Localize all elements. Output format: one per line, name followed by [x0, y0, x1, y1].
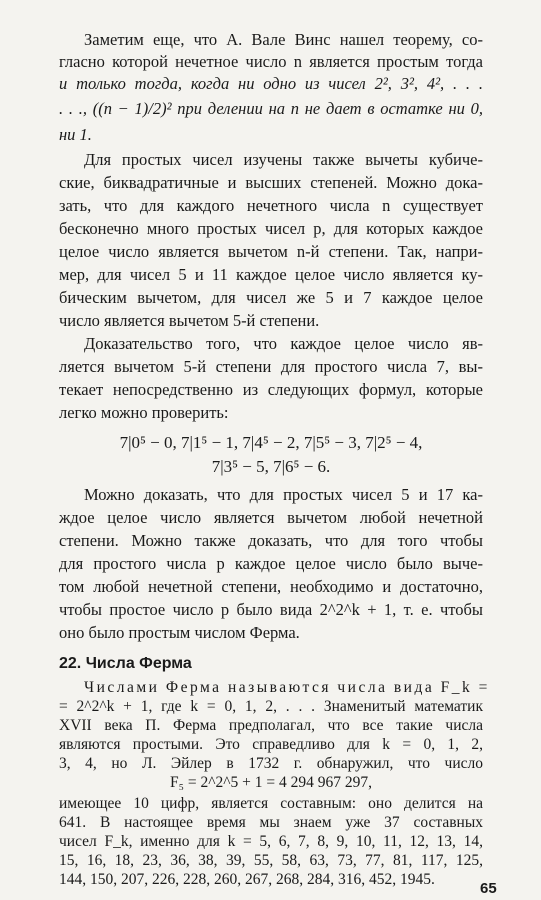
- text-line: мер, для чисел 5 и 11 каждое целое число является ку-: [59, 265, 483, 284]
- text-line: 15, 16, 18, 23, 36, 38, 39, 55, 58, 63, 73, 77, 81, 117, 125,: [59, 852, 483, 869]
- text-line: имеющее 10 цифр, является составным: оно делится на: [59, 795, 483, 812]
- text-line: Можно доказать, что для простых чисел 5 и 17 ка-: [84, 485, 483, 504]
- text-line: ни 1.: [59, 125, 92, 144]
- page-number: 65: [480, 880, 497, 897]
- text-line: целое число является вычетом n-й степени. Так, напри-: [59, 242, 483, 261]
- text-line: гласно которой нечетное число n является простым тогда: [59, 52, 483, 71]
- text-line: Доказательство того, что каждое целое число яв-: [84, 334, 483, 353]
- text-line: 3, 4, но Л. Эйлер в 1732 г. обнаружил, что число: [59, 755, 483, 772]
- text-line: ждое целое число является вычетом любой нечетной: [59, 508, 483, 527]
- text-line: являются простыми. Это справедливо для k = 0, 1, 2,: [59, 736, 483, 753]
- text-line: чисел F_k, именно для k = 5, 6, 7, 8, 9, 10, 11, 12, 13, 14,: [59, 833, 483, 850]
- text-line: Для простых чисел изучены также вычеты кубиче-: [84, 150, 483, 169]
- text-line: бесконечно много простых чисел p, для которых каждое: [59, 219, 483, 238]
- text-line: оно было простым числом Ферма.: [59, 623, 300, 642]
- formula-line: 7|3⁵ − 5, 7|6⁵ − 6.: [211, 457, 331, 476]
- text-line: текает непосредственно из следующих формул, которые: [59, 380, 483, 399]
- text-line: чтобы простое число p было вида 2^2^k + 1, т. е. чтобы: [59, 600, 483, 619]
- text-line: 641. В настоящее время мы знаем уже 37 составных: [59, 814, 483, 831]
- text-line: ляется вычетом 5-й степени для простого числа 7, вы-: [59, 357, 483, 376]
- text-line: том любой нечетной степени, необходимо и достаточно,: [59, 577, 483, 596]
- section-heading: 22. Числа Ферма: [59, 655, 192, 672]
- formula-line: 7|0⁵ − 0, 7|1⁵ − 1, 7|4⁵ − 2, 7|5⁵ − 3, 7|2⁵ − 4,: [119, 433, 423, 452]
- text-line: и только тогда, когда ни одно из чисел 2², 3², 4², . . .: [59, 74, 483, 93]
- text-line: Заметим еще, что А. Вале Винс нашел теорему, со-: [84, 30, 483, 49]
- text-line: для простого числа p каждое целое число было выче-: [59, 554, 483, 573]
- text-line: бическим вычетом, для чисел же 5 и 7 каждое целое: [59, 288, 483, 307]
- text-line: степени. Можно также доказать, что для того чтобы: [59, 531, 483, 550]
- text-line: 144, 150, 207, 226, 228, 260, 267, 268, 284, 316, 452, 1945.: [59, 871, 435, 888]
- formula-line: F₅ = 2^2^5 + 1 = 4 294 967 297,: [169, 774, 373, 791]
- text-line: Числами Ферма называются числа вида F_k =: [84, 679, 490, 696]
- text-line: число является вычетом 5-й степени.: [59, 311, 320, 330]
- text-line: = 2^2^k + 1, где k = 0, 1, 2, . . . Знаменитый математик: [59, 698, 483, 715]
- text-line: ские, биквадратичные и высших степеней. Можно дока-: [59, 173, 483, 192]
- text-line: . . ., ((n − 1)/2)² при делении на n не дает в остатке ни 0,: [59, 99, 483, 118]
- text-line: зать, что для каждого нечетного числа n существует: [59, 196, 483, 215]
- text-line: легко можно проверить:: [59, 403, 229, 422]
- text-line: XVII века П. Ферма предполагал, что все такие числа: [59, 717, 483, 734]
